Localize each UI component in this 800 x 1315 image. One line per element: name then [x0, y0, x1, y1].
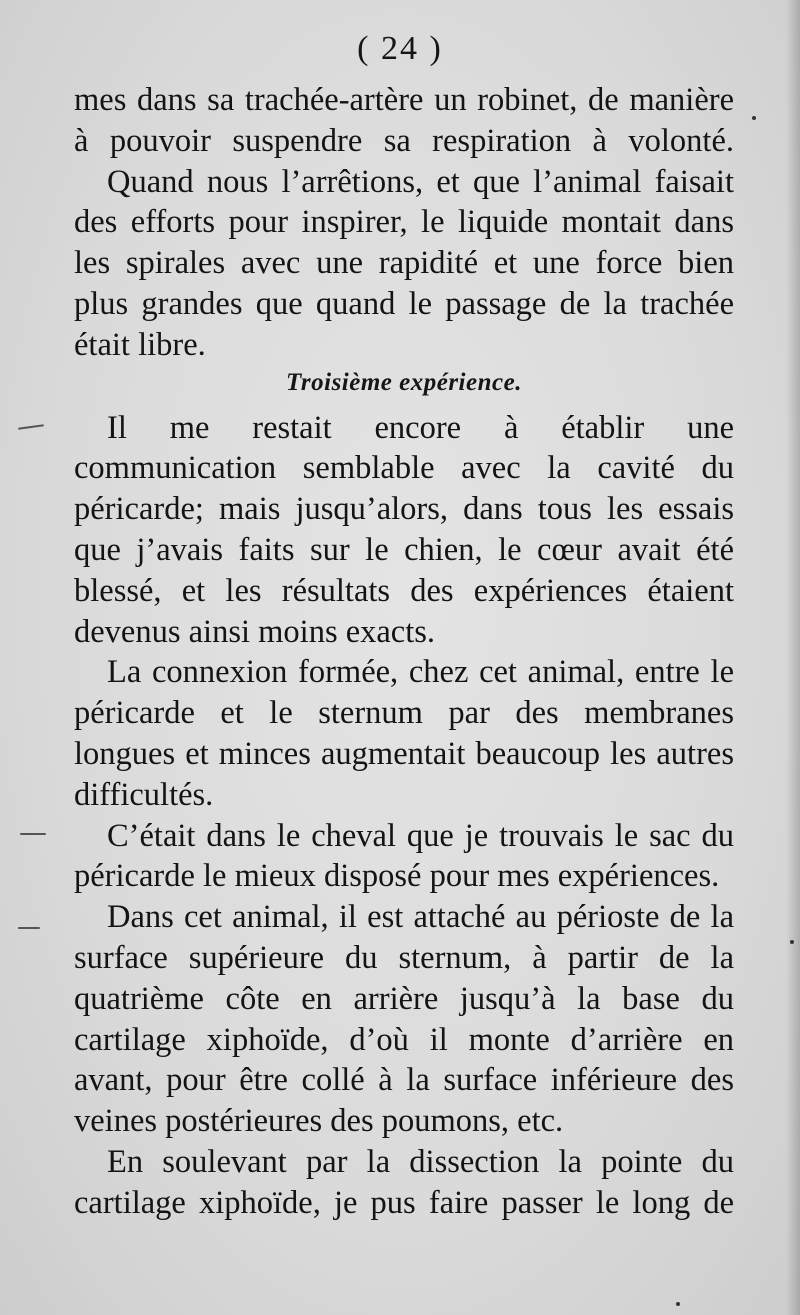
paragraph: En soulevant par la dissection la pointe du cartilage xiphoïde, je pus faire passer le long de: [74, 1143, 734, 1221]
margin-mark: [18, 927, 40, 929]
margin-mark: [18, 424, 44, 430]
page-edge-shadow: [786, 0, 800, 1315]
paragraph: Quand nous l’arrêtions, et que l’animal faisait des efforts pour inspirer, le liquide montait dans les spirales avec une rapidité et une force bien plus grandes que quand le passage de la trachée était libre.: [74, 163, 734, 363]
paragraph: Dans cet animal, il est attaché au périoste de la surface supérieure du sternum, à partir de la quatrième côte en arrière jusqu’à la base du cartilage xiphoïde, d’où il monte d’arrière en avant, pour être collé à la surface inférieure des veines postérieures des poumons, etc.: [74, 899, 734, 1140]
page-body: [74, 80, 734, 1224]
paragraph: Il me restait encore à établir une communication semblable avec la cavité du péricarde; mais jusqu’alors, dans tous les essais que j’avais faits sur le chien, le cœur avait été blessé, et les résultats des expériences étaient devenus ainsi moins exacts.: [74, 409, 734, 650]
margin-mark: [20, 833, 46, 835]
section-heading: Troisième expérience.: [286, 368, 522, 396]
paragraph: mes dans sa trachée-artère un robinet, de manière à pouvoir suspendre sa respiration à volonté.: [74, 82, 734, 159]
paragraph: C’était dans le cheval que je trouvais le sac du péricarde le mieux disposé pour mes expériences.: [74, 817, 734, 895]
ink-speck: [752, 116, 756, 120]
ink-speck: [676, 1302, 680, 1306]
page-number: ( 24 ): [357, 30, 443, 67]
ink-speck: [790, 940, 794, 944]
paragraph: La connexion formée, chez cet animal, entre le péricarde et le sternum par des membranes longues et minces augmentait beaucoup les autres difficultés.: [74, 654, 734, 813]
